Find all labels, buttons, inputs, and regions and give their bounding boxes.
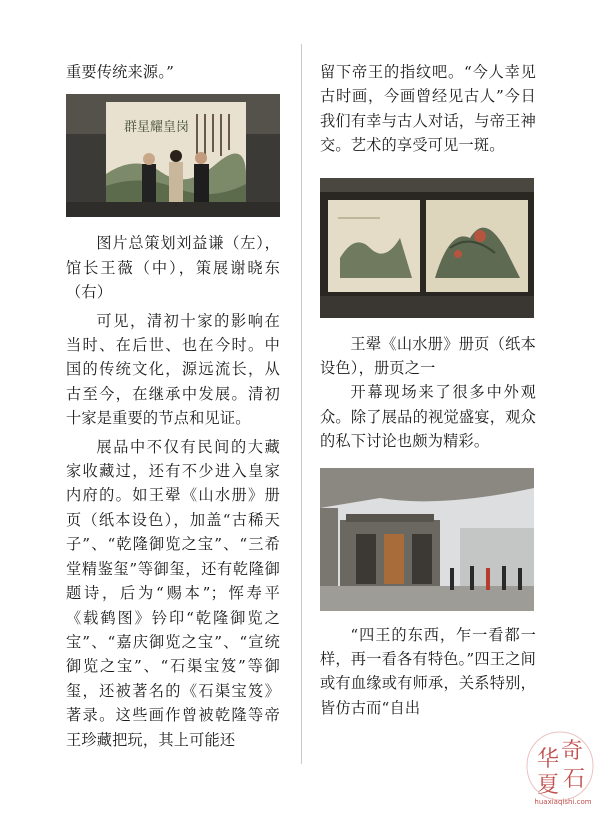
watermark-char-hua: 华 xyxy=(537,747,560,772)
watermark-char-xia: 夏 xyxy=(537,773,560,798)
right-column xyxy=(320,60,536,720)
photo-landscape-album xyxy=(320,178,534,318)
photo1-caption: 图片总策划刘益谦（左），馆长王薇（中），策展谢晓东（右） xyxy=(66,234,280,302)
watermark-char-shi: 石 xyxy=(563,767,586,792)
paragraph-top: 重要传统来源。” xyxy=(66,63,175,81)
paragraph-opening: 开幕现场来了很多中外观众。除了展品的视觉盛宴，观众的私下讨论也颇为精彩。 xyxy=(320,383,536,451)
paragraph-four-wang: “四王的东西，乍一看都一样，再一看各有特色。”四王之间或有血缘或有师承，关系特别，皆仿古而“自出 xyxy=(320,625,536,717)
watermark-char-qi: 奇 xyxy=(561,739,584,764)
photo1-banner-title: 群星耀皇岗 xyxy=(124,120,190,136)
paragraph-influence: 可见，清初十家的影响在当时、在后世、也在今时。中国的传统文化，源远流长，从古至今，在继承中发展。清初十家是重要的节点和见证。 xyxy=(66,311,280,428)
paragraph-collection: 展品中不仅有民间的大藏家收藏过，还有不少进入皇家内府的。如王翚《山水册》册页（纸本设色），加盖“古稀天子”、“乾隆御览之宝”、“三希堂精鉴玺”等御玺，还有乾隆御题诗，后为“赐本”；恽寿平《载鹤图》钤印“乾隆御览之宝”、“嘉庆御览之宝”、“宣统御览之宝”、“石渠宝笈”等御玺，还被著名的《石渠宝笈》著录。这些画作曾被乾隆等帝王珍藏把玩，其上可能还 xyxy=(66,437,280,749)
photo-curators xyxy=(66,94,280,217)
left-column xyxy=(66,60,280,752)
watermark-site: huaxiaqishi.com xyxy=(534,798,592,806)
column-divider xyxy=(301,44,302,764)
paragraph-continued: 留下帝王的指纹吧。“今人幸见古时画，今画曾经见古人”今日我们有幸与古人对话，与帝王神交。艺术的享受可见一斑。 xyxy=(320,63,536,155)
photo2-caption: 王翚《山水册》册页（纸本设色），册页之一 xyxy=(320,334,536,378)
photo-museum-entrance xyxy=(320,468,534,611)
